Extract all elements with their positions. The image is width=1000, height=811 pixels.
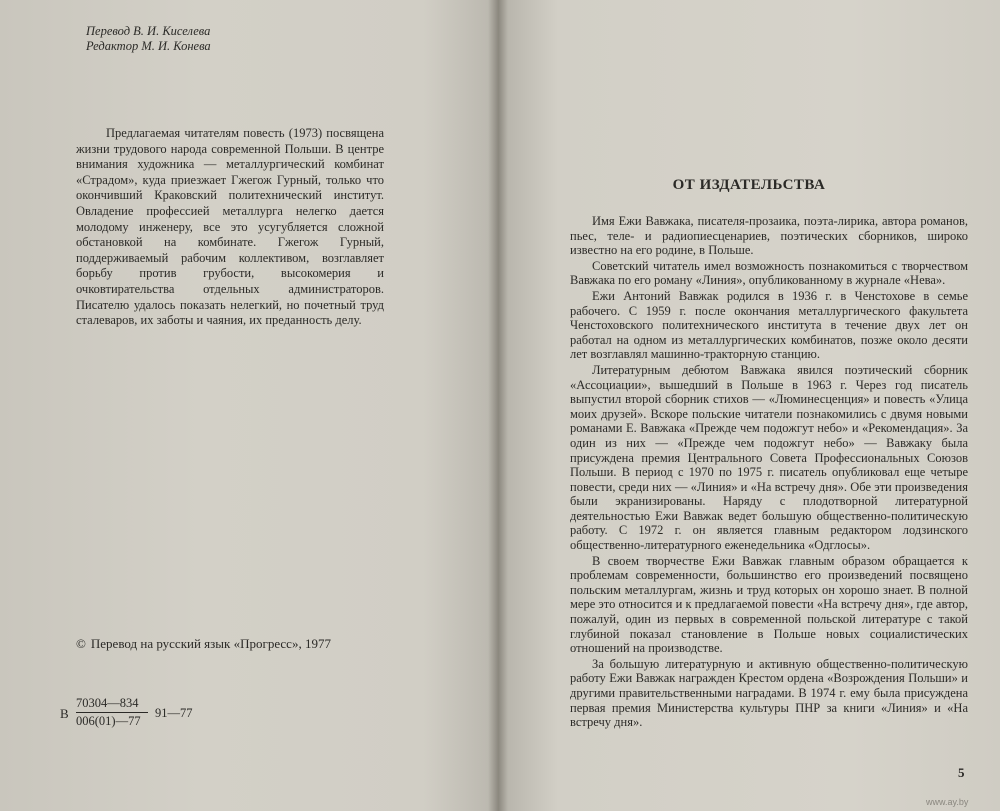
section-heading: ОТ ИЗДАТЕЛЬСТВА: [672, 177, 826, 193]
index-denominator: 006(01)—77: [76, 714, 141, 728]
left-page: [0, 0, 498, 811]
index-fraction-line: [76, 712, 148, 713]
publisher-note: [570, 214, 968, 731]
editor-line: Редактор М. И. Конева: [86, 39, 211, 53]
paragraph: В своем творчестве Ежи Вавжак главным образом обращается к проблемам современности, большинство его произведений посвящено польским металлургам, жизнь и труд которых он хорошо знает. В полной мере это относится и к предлагаемой повести «На встречу дня», где автор, пожалуй, один из первых в современной польской литературе с такой глубиной показал становление в Польше новых социалистических отношений на производстве.: [570, 553, 968, 656]
index-letter: В: [60, 706, 69, 721]
paragraph: Имя Ежи Вавжака, писателя-прозаика, поэта-лирика, автора романов, пьес, теле- и радиопиесценариев, поэтических сборников, широко известно на его родине, в Польше.: [570, 214, 968, 258]
index-code: 91—77: [155, 706, 193, 720]
paragraph: За большую литературную и активную общественно-политическую работу Ежи Вавжак награжден Крестом ордена «Возрождения Польши» и другими правительственными наградами. В 1974 г. ему была присуждена первая премия Министерства культуры ПНР за книги «Линия» и «На встречу дня».: [570, 656, 968, 730]
copyright-text: Перевод на русский язык «Прогресс», 1977: [90, 636, 331, 651]
copyright-line: [76, 636, 331, 652]
paragraph: Советский читатель имел возможность познакомиться с творчеством Вавжака по его роману «Линия», опубликованному в журнале «Нева».: [570, 258, 968, 288]
paragraph: Ежи Антоний Вавжак родился в 1936 г. в Ченстохове в семье рабочего. С 1959 г. после окончания металлургического факультета Ченстоховского политехнического института в течение двух лет он работал на одном из металлургических комбинатов, позже около десяти лет возглавлял машинно-тракторную станцию.: [570, 288, 968, 362]
annotation: [76, 126, 384, 329]
book-gutter: [488, 0, 508, 811]
paragraph: Литературным дебютом Вавжака явился поэтический сборник «Ассоциации», вышедший в Польше в 1963 г. Через год писатель выпустил второй сборник стихов — «Люминесценция» и повесть «Улица моих друзей». Вскоре польские читатели познакомились с двумя новыми романами Е. Вавжака «Прежде чем подожгут небо» и «Рекомендация». За один из них — «Прежде чем подожгут небо» — Вавжаку была присуждена премия Центрального Совета Профессиональных Союзов Польши. В период с 1970 по 1975 г. писатель опубликовал еще четыре повести, среди них — «Линия» и «На встречу дня». Обе эти произведения были экранизированы. Наряду с плодотворной литературной деятельностью Ежи Вавжак ведет большую общественно-политическую работу. С 1972 г. он является главным редактором лодзинского общественно-литературного еженедельника «Одглосы».: [570, 362, 968, 553]
annotation-text: Предлагаемая читателям повесть (1973) посвящена жизни трудового народа современной Польши. В центре внимания художника — металлургический комбинат «Страдом», куда приезжает Гжегож Гурный, только что окончивший Краковский политехнический институт. Овладение профессией металлурга нелегко дается молодому инженеру, все это усугубляется сложной обстановкой на комбинате. Гжегож Гурный, поддерживаемый рабочим коллективом, возглавляет борьбу против грубости, высокомерия и очковтирательства отдельных администраторов. Писателю удалось показать нелегкий, но почетный труд сталеваров, их заботы и чаяния, их преданность делу.: [76, 126, 384, 328]
copyright-symbol: ©: [76, 636, 86, 651]
watermark: www.ay.by: [926, 797, 969, 807]
translator-line: Перевод В. И. Киселева: [86, 24, 211, 38]
page-number: 5: [958, 765, 965, 780]
translation-credits: [86, 24, 211, 54]
index-numerator: 70304—834: [76, 696, 139, 710]
